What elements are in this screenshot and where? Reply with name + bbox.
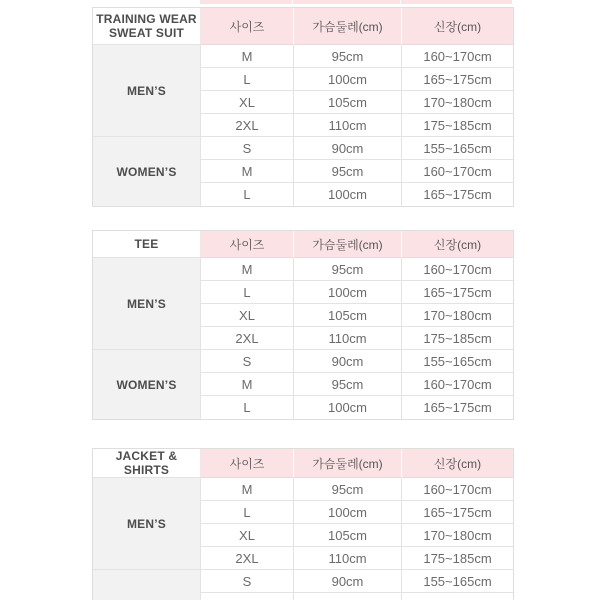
height-cell: 165~175cm [401, 183, 513, 206]
chest-cell: 90cm [293, 137, 401, 160]
size-cell: S [201, 350, 293, 373]
height-cell: 170~180cm [401, 304, 513, 327]
table-header-row [93, 231, 513, 258]
chest-cell: 90cm [293, 350, 401, 373]
chest-cell [293, 593, 401, 600]
group-label-womens [93, 570, 201, 600]
table-row [93, 137, 513, 160]
table-title [93, 231, 201, 258]
group-label-womens: WOMEN’S [93, 350, 201, 419]
chest-cell: 95cm [293, 45, 401, 68]
cropped-table-header-strip [200, 0, 512, 4]
size-column-header: 사이즈 [201, 8, 293, 45]
table-title-line2: SWEAT SUIT [108, 26, 185, 40]
table-title [93, 8, 201, 45]
height-column-header: 신장(cm) [401, 231, 513, 258]
table-title-line1: JACKET & SHIRTS [115, 449, 178, 477]
table-title [93, 449, 201, 478]
table-row [93, 258, 513, 281]
chest-cell: 100cm [293, 183, 401, 206]
size-cell: L [243, 400, 251, 415]
chest-cell: 105cm [293, 304, 401, 327]
height-cell: 160~170cm [401, 478, 513, 501]
height-cell: 160~170cm [401, 160, 513, 183]
size-column-header: 사이즈 [201, 449, 293, 478]
size-cell: XL [201, 304, 293, 327]
group-label-mens: MEN’S [93, 258, 201, 350]
size-cell: 2XL [201, 114, 293, 137]
chest-column-header: 가슴둘레(cm) [293, 449, 401, 478]
table-row [93, 45, 513, 68]
chest-column-header: 가슴둘레(cm) [293, 231, 401, 258]
size-cell: 2XL [201, 547, 293, 570]
size-cell: S [201, 137, 293, 160]
group-label-mens: MEN’S [93, 478, 201, 570]
chest-cell: 100cm [293, 396, 401, 419]
chest-cell: 100cm [293, 281, 401, 304]
height-cell: 155~165cm [401, 137, 513, 160]
height-cell: 160~170cm [401, 258, 513, 281]
chest-cell: 95cm [293, 478, 401, 501]
size-cell: M [201, 258, 293, 281]
size-cell [201, 593, 293, 600]
size-cell: M [201, 160, 293, 183]
size-column-header: 사이즈 [201, 231, 293, 258]
height-cell: 165~175cm [401, 396, 513, 419]
size-cell: L [201, 281, 293, 304]
size-cell: M [201, 478, 293, 501]
height-cell: 155~165cm [401, 570, 513, 593]
table-title-line1: TEE [134, 237, 159, 251]
size-cell: L [201, 501, 293, 524]
size-cell: 2XL [201, 327, 293, 350]
size-table-tee [92, 230, 514, 420]
chest-cell: 110cm [293, 327, 401, 350]
table-row [93, 570, 513, 593]
chest-cell: 110cm [293, 547, 401, 570]
height-cell: 175~185cm [401, 114, 513, 137]
chest-cell: 95cm [293, 258, 401, 281]
table-header-row [93, 8, 513, 45]
size-cell: XL [201, 91, 293, 114]
chest-cell: 95cm [293, 160, 401, 183]
chest-cell: 110cm [293, 114, 401, 137]
height-cell: 170~180cm [401, 524, 513, 547]
chest-cell: 90cm [293, 570, 401, 593]
group-label-mens: MEN’S [93, 45, 201, 137]
chest-cell: 100cm [293, 501, 401, 524]
height-cell: 165~175cm [401, 68, 513, 91]
chest-cell: 105cm [293, 524, 401, 547]
height-cell: 160~170cm [401, 45, 513, 68]
cropped-header-cell [200, 0, 292, 4]
size-table-jacket-and-shirts [92, 448, 514, 600]
height-column-header: 신장(cm) [401, 8, 513, 45]
table-row [93, 478, 513, 501]
size-cell: M [201, 373, 293, 396]
table-header-row [93, 449, 513, 478]
height-cell: 160~170cm [401, 373, 513, 396]
group-label-womens: WOMEN’S [93, 137, 201, 206]
height-cell: 170~180cm [401, 91, 513, 114]
height-cell: 165~175cm [401, 281, 513, 304]
chest-column-header: 가슴둘레(cm) [293, 8, 401, 45]
height-column-header: 신장(cm) [401, 449, 513, 478]
height-cell [401, 593, 513, 600]
size-cell: L [243, 187, 251, 202]
size-cell: M [201, 45, 293, 68]
height-cell: 155~165cm [401, 350, 513, 373]
chest-cell: 95cm [293, 373, 401, 396]
height-cell: 175~185cm [401, 327, 513, 350]
height-cell: 175~185cm [401, 547, 513, 570]
size-cell: S [201, 570, 293, 593]
cropped-header-cell [292, 0, 400, 4]
cropped-header-cell [400, 0, 512, 4]
table-title-line1: TRAINING WEAR [96, 12, 197, 26]
size-table-training-wear-sweat-suit [92, 7, 514, 207]
table-row [93, 350, 513, 373]
size-cell: L [201, 68, 293, 91]
size-cell: XL [201, 524, 293, 547]
chest-cell: 105cm [293, 91, 401, 114]
height-cell: 165~175cm [401, 501, 513, 524]
chest-cell: 100cm [293, 68, 401, 91]
